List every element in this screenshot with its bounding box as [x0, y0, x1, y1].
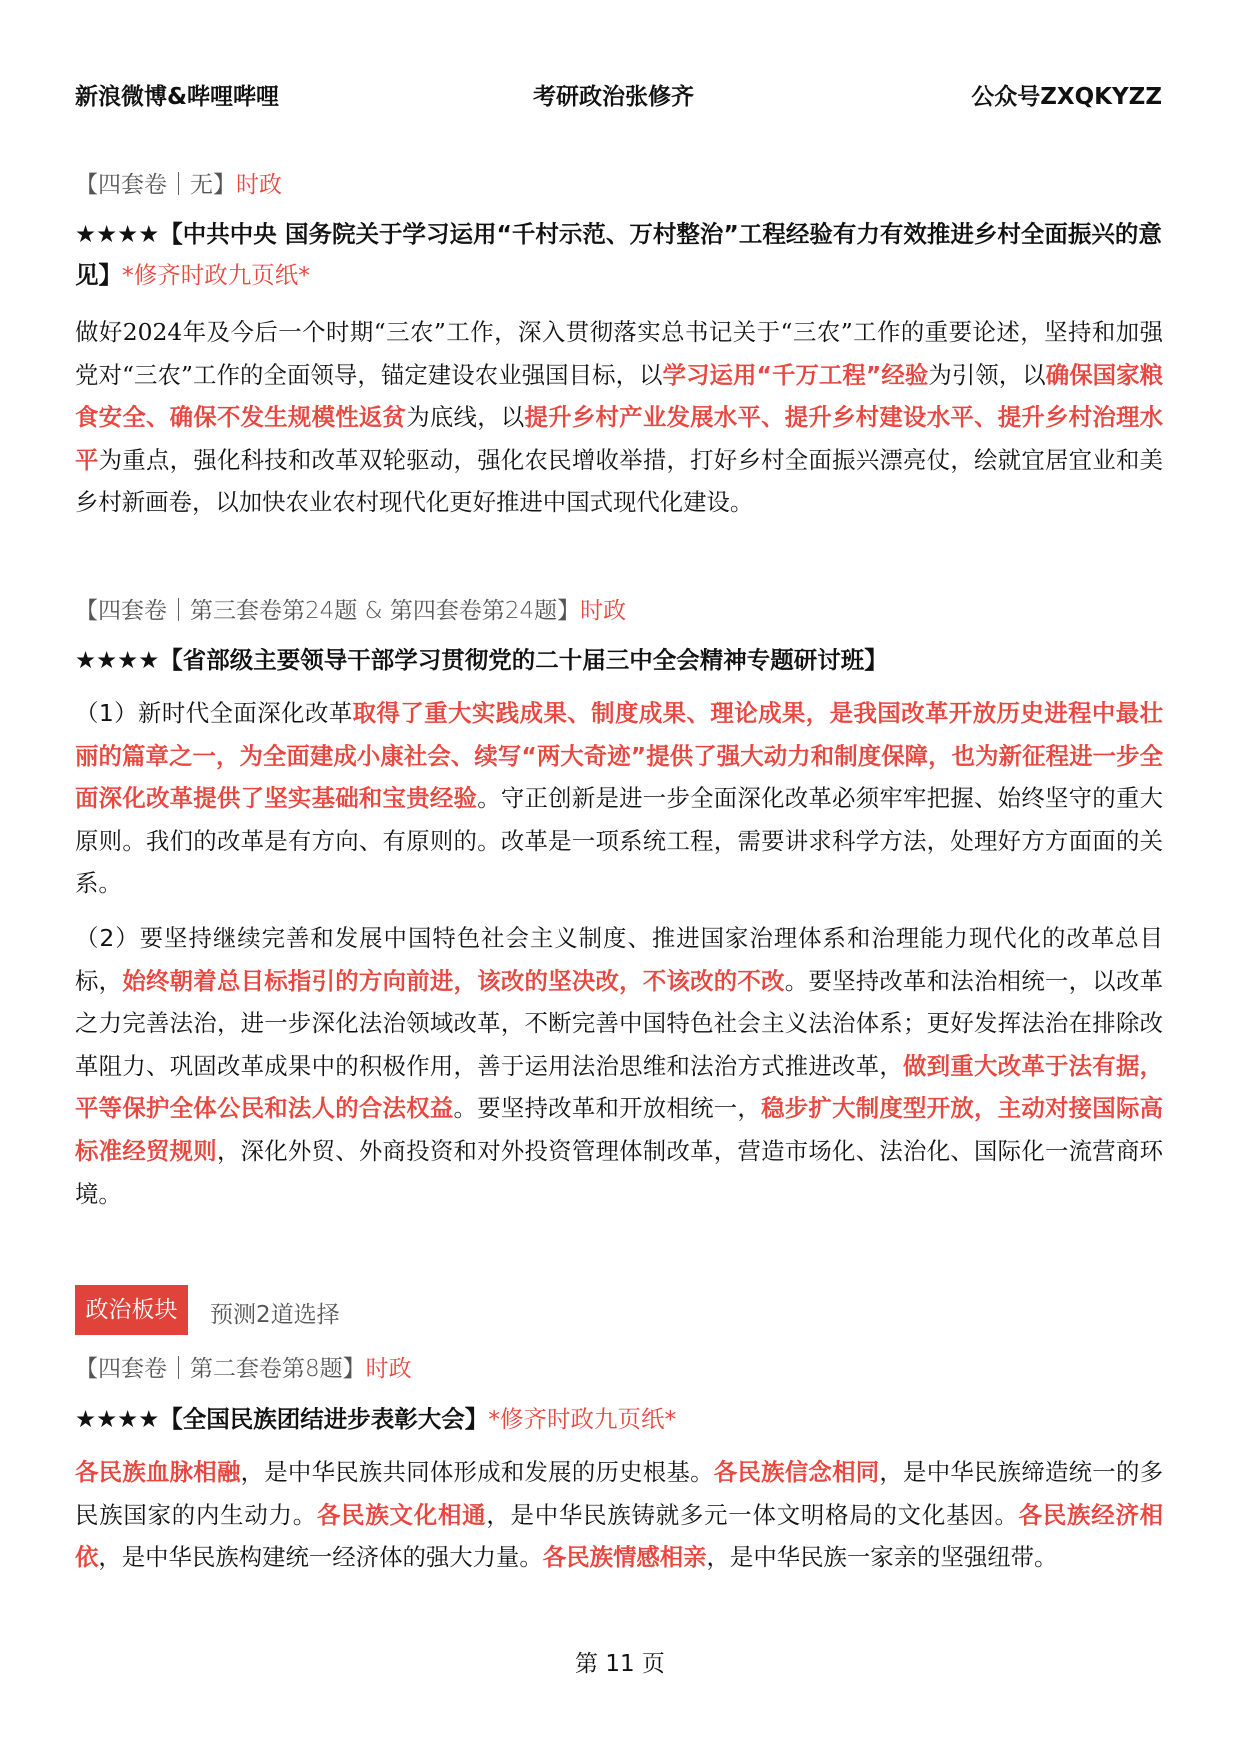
highlighted-text: 始终朝着总目标指引的方向前进，该改的坚决改，不该改的不改	[122, 966, 785, 995]
title-text: 【全国民族团结进步表彰大会】	[159, 1405, 489, 1433]
block-subtitle: 预测2道选择	[210, 1302, 340, 1328]
text-segment: 。要坚持改革和开放相统一，	[453, 1094, 762, 1123]
paragraph	[75, 917, 1163, 1215]
section-block-label: 政治板块	[75, 1285, 188, 1335]
tag-text: 【四套卷｜第二套卷第8题】	[75, 1356, 366, 1382]
title-text: 【省部级主要领导干部学习贯彻党的二十届三中全会精神专题研讨班】	[159, 646, 888, 674]
star-rating: ★★★★	[75, 1405, 160, 1433]
section-title	[75, 1399, 1165, 1440]
text-segment: 坚强纽带。	[940, 1543, 1058, 1572]
section-tag	[75, 1350, 412, 1383]
text-segment: 内生动力。	[195, 1500, 317, 1529]
highlighted-text: 提升乡村产业发展水平、提升乡村建设水平、提升乡村治理水平	[75, 403, 1164, 474]
text-segment: 为引领	[928, 360, 999, 389]
text-segment: ，强化科技和改革双轮驱动，强化农民增收举措，打好乡村全面振兴漂亮仗，绘就宜居宜业和美乡村新画卷，以加快农业农村现代化更好推进中国式现代化建设。	[75, 445, 1164, 517]
paragraph	[75, 1451, 1163, 1579]
paragraph	[75, 692, 1163, 905]
text-segment: （1）	[75, 699, 139, 727]
header-left: 新浪微博&哔哩哔哩	[75, 84, 280, 110]
star-rating: ★★★★	[75, 646, 160, 674]
section-tag	[75, 592, 626, 625]
text-segment: ，是中华民族铸就多元一体文明格局的	[486, 1500, 898, 1529]
text-segment: （2）	[75, 924, 140, 952]
text-segment: ，以	[998, 360, 1046, 389]
highlighted-text: 各民族文化相通	[316, 1500, 487, 1529]
tag-category: 时政	[365, 1356, 412, 1382]
highlighted-text: 稳步扩大制度型开放，主动对接国际高标准经贸规则	[75, 1094, 1164, 1165]
title-note: *修齐时政九页纸*	[488, 1405, 677, 1433]
section-tag	[75, 166, 282, 199]
text-segment: ，是中华民族缔造统一的多民族国家的	[75, 1458, 1164, 1529]
text-segment: ，是中华民族构建统一经济体的	[98, 1543, 426, 1572]
highlighted-text: 确保国家粮食安全、确保不发生规模性返贫	[75, 360, 1164, 432]
header-right: 公众号ZXQKYZZ	[971, 84, 1162, 110]
text-segment: 强大力量。	[425, 1543, 543, 1572]
text-segment: 做好2024年及今后一个时期“三农”工作，深入贯彻落实总书记关于“三农”工作的重要论述，坚持和加强党对“三农”工作的全面领导，锚定建设农业强国目标，以	[75, 318, 1163, 389]
text-segment: ，以	[477, 403, 525, 432]
text-segment: 要坚持继续完善和发展中国特色社会主义制度、推进国家治理体系和治理能力现代化的改革总目标，	[75, 924, 1164, 995]
text-segment: 。要坚持改革和法治相统一，以改革之力完善法治，进一步深化法治领域改革，不断完善中国特色社会主义法治体系；更好发挥法治在排除改革阻力、巩固改革成果中的积极作用，善于运用法治思维和法治方式推进改革，	[75, 966, 1164, 1080]
highlighted-text: 做到重大改革于法有据，平等保护全体公民和法人的合法权益	[75, 1051, 1164, 1123]
page-number: 第 11 页	[575, 1651, 665, 1677]
highlighted-text: 各民族血脉相融	[75, 1458, 241, 1486]
text-segment: 文化基因。	[897, 1500, 1019, 1529]
text-segment: 。守正创新是进一步全面深化改革必须牢牢把握、始终坚守的重大原则。我们的改革是有方向、有原则的。改革是一项系统工程，需要讲求科学方法，处理好方方面面的关系。	[75, 784, 1163, 898]
paragraph	[75, 311, 1163, 524]
section-title	[75, 640, 1165, 681]
highlighted-text: 各民族信念相同	[713, 1458, 880, 1486]
text-segment: 新时代全面深化改革	[138, 699, 353, 727]
highlighted-text: 各民族经济相依	[75, 1500, 1164, 1572]
title-note: *修齐时政九页纸*	[122, 261, 310, 289]
title-text: 【中共中央 国务院关于学习运用“千村示范、万村整治”工程经验有力有效推进乡村全面振兴的意见】	[75, 220, 1162, 289]
text-segment: 历史根基。	[595, 1458, 714, 1486]
header-center: 考研政治张修齐	[533, 84, 694, 110]
tag-text: 【四套卷｜第三套卷第24题 & 第四套卷第24题】	[75, 598, 581, 624]
text-segment: ，是中华民族共同体形成和发展的	[240, 1458, 596, 1486]
text-segment: 为底线	[406, 403, 478, 432]
highlighted-text: 学习运用“千万工程”经验	[662, 360, 929, 389]
star-rating: ★★★★	[75, 220, 160, 248]
tag-category: 时政	[236, 172, 282, 198]
highlighted-text: 各民族情感相亲	[542, 1543, 707, 1572]
tag-text: 【四套卷｜无】	[75, 172, 236, 198]
text-segment: ，是中华民族一家亲的	[706, 1543, 941, 1572]
text-segment: ，深化外贸、外商投资和对外投资管理体制改革，营造市场化、法治化、国际化一流营商环境。	[75, 1136, 1164, 1208]
section-title	[75, 214, 1165, 296]
text-segment: 为重点	[98, 445, 170, 474]
highlighted-text: 取得了重大实践成果、制度成果、理论成果，是我国改革开放历史进程中最壮丽的篇章之一，为全面建成小康社会、续写“两大奇迹”提供了强大动力和制度保障，也为新征程进一步全面深化改革提供了坚实基础和宝贵经验	[75, 699, 1164, 813]
tag-category: 时政	[580, 598, 627, 624]
